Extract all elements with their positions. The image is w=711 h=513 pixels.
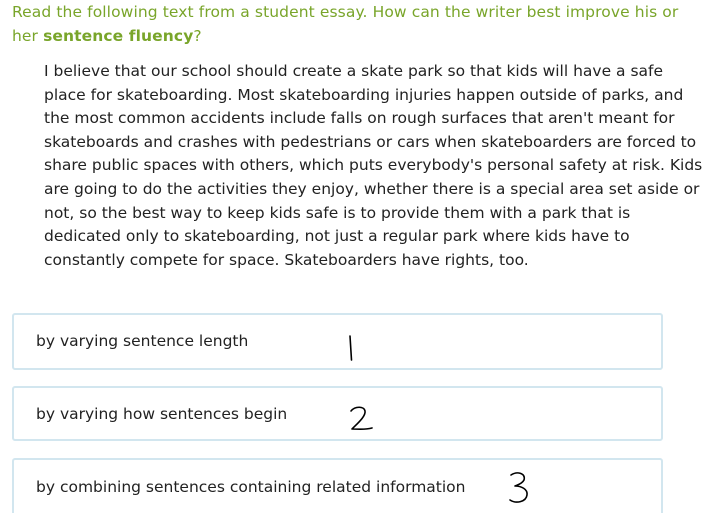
answer-option-1[interactable] (12, 313, 663, 370)
answer-option-2[interactable] (12, 386, 663, 441)
handwritten-mark-1 (346, 333, 358, 363)
handwritten-mark-2 (347, 405, 377, 435)
answer-option-3[interactable] (12, 458, 663, 513)
answer-option-label: by varying how sentences begin (36, 405, 288, 423)
question-prefix: Read the following text from a student essay. How can the writer best improve his or her (12, 3, 679, 45)
question-suffix: ? (193, 27, 202, 45)
answer-option-label: by combining sentences containing related information (36, 478, 466, 496)
handwritten-mark-3 (507, 470, 533, 506)
answer-option-label: by varying sentence length (36, 332, 249, 350)
essay-passage: I believe that our school should create a skate park so that kids will have a safe place for skateboarding. Most skateboarding injuries happen outside of parks, and the most common accidents include falls on rough surfaces that aren't meant for skateboards and crashes with pedestrians or cars when skateboarders are forced to share public spaces with others, which puts everybody's personal safety at risk. Kids are going to do the activities they enjoy, whether there is a special area set aside or not, so the best way to keep kids safe is to provide them with a park that is dedicated only to skateboarding, not just a regular park where kids have to constantly compete for space. Skateboarders have rights, too. (44, 62, 703, 269)
question-prompt (12, 0, 707, 48)
question-highlight: sentence fluency (43, 27, 194, 45)
